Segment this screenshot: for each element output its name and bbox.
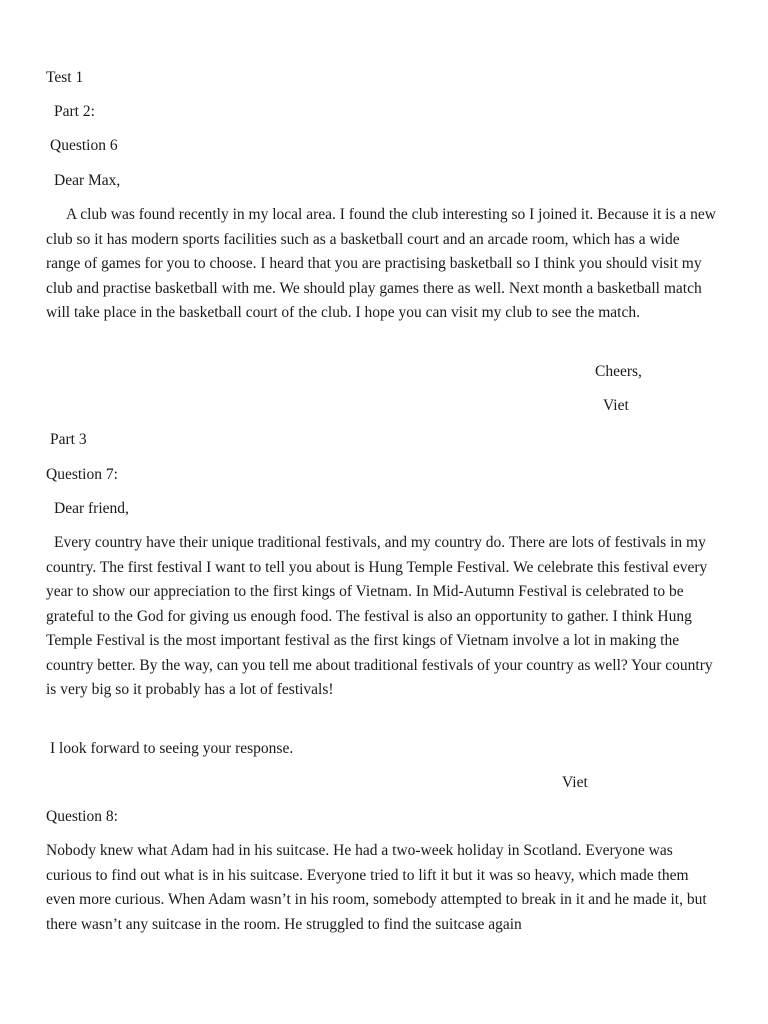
question7-label: Question 7:	[46, 466, 118, 483]
part2-heading: Part 2:	[54, 103, 95, 120]
question7-body: Every country have their unique traditional festivals, and my country do. There are lots of festivals in my country. The first festival I want to tell you about is Hung Temple Festival. We celebrate this festival every year to show our appreciation to the first kings of Vietnam. In Mid-Autumn Festival is celebrated to be grateful to the God for giving us enough food. The festival is also an opportunity to gather. I think Hung Temple Festival is the most important festival as the first kings of Vietnam involve a lot in making the country better. By the way, can you tell me about traditional festivals of your country as well? Your country is very big so it probably has a lot of festivals!	[46, 534, 713, 698]
question6-signature: Viet	[603, 397, 629, 414]
question8-body: Nobody knew what Adam had in his suitcase. He had a two-week holiday in Scotland. Everyone was curious to find out what is in his suitcase. Everyone tried to lift it but it was so heavy, which made them even more curious. When Adam wasn’t in his room, somebody attempted to break in it and he made it, but there wasn’t any suitcase in the room. He struggled to find the suitcase again	[46, 842, 707, 933]
question8-label: Question 8:	[46, 808, 118, 825]
question7-signature: Viet	[562, 774, 588, 791]
question6-greeting: Dear Max,	[54, 172, 121, 189]
question7-greeting: Dear friend,	[54, 500, 129, 517]
question7-closing-line: I look forward to seeing your response.	[50, 740, 294, 757]
part3-heading: Part 3	[50, 431, 87, 448]
test-title: Test 1	[46, 69, 84, 86]
question6-closing: Cheers,	[595, 363, 642, 380]
question6-label: Question 6	[50, 137, 118, 154]
question6-body: A club was found recently in my local area. I found the club interesting so I joined it. Because it is a new club so it has modern sports facilities such as a basketball court and an arcade room, which has a wide range of games for you to choose. I heard that you are practising basketball so I think you should visit my club and practise basketball with me. We should play games there as well. Next month a basketball match will take place in the basketball court of the club. I hope you can visit my club to see the match.	[46, 206, 716, 321]
